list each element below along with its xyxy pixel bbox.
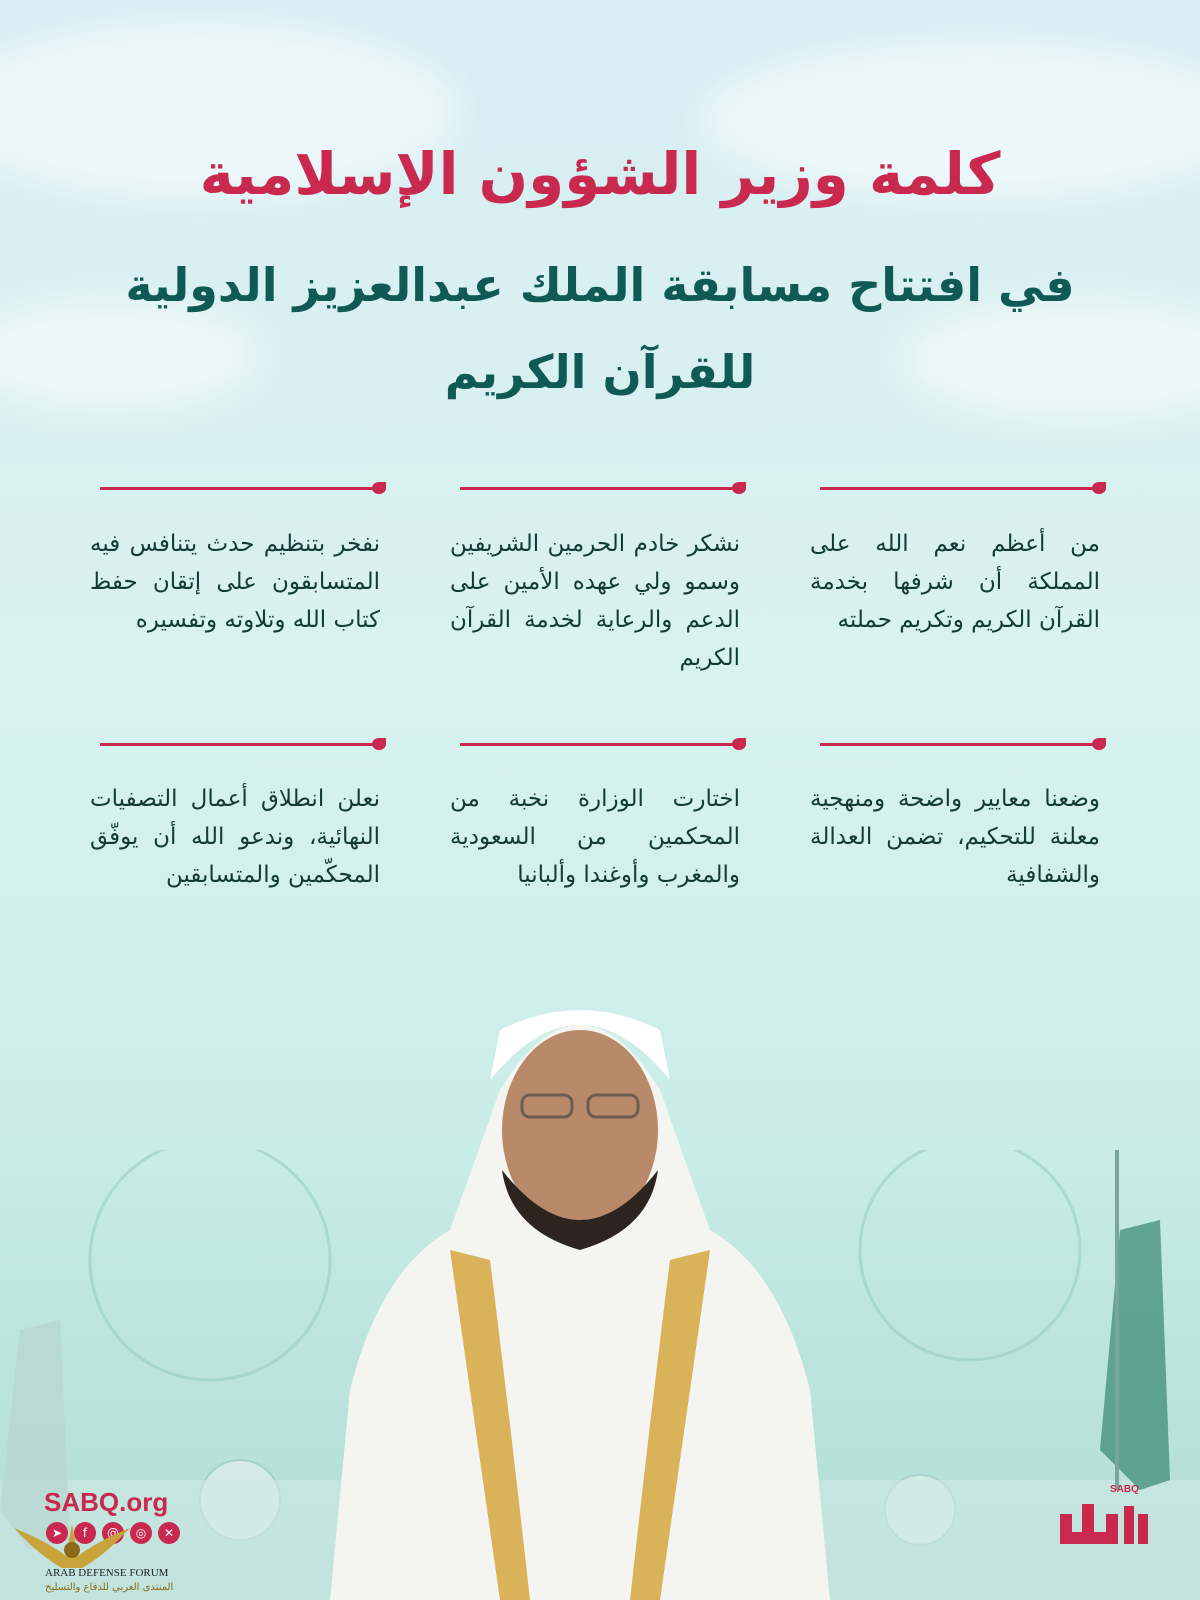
threads-icon[interactable]: @ (102, 1522, 124, 1544)
minister-portrait (300, 970, 860, 1600)
point-divider (460, 743, 740, 746)
point-text: نعلن انطلاق أعمال التصفيات النهائية، وندعو الله أن يوفّق المحكّمين والمتسابقين (90, 786, 380, 888)
facebook-icon[interactable]: f (74, 1522, 96, 1544)
x-icon[interactable]: ✕ (158, 1522, 180, 1544)
point-divider (100, 487, 380, 490)
page-title: كلمة وزير الشؤون الإسلامية (199, 140, 1001, 208)
page-subtitle-continued: للقرآن الكريم (444, 345, 756, 399)
sabq-logo (1050, 1484, 1160, 1550)
website-link[interactable]: SABQ.org (44, 1487, 169, 1517)
point-text: نشكر خادم الحرمين الشريفين وسمو ولي عهده الأمين على الدعم والرعاية لخدمة القرآن الكريم (450, 531, 740, 671)
point-text: نفخر بتنظيم حدث يتنافس فيه المتسابقون على إتقان حفظ كتاب الله وتلاوته وتفسيره (90, 531, 380, 633)
forum-name-arabic: المنتدى العربي للدفاع والتسليح (45, 1582, 174, 1593)
sabq-logo-tag: SABQ (1110, 1484, 1139, 1495)
instagram-icon[interactable]: ◎ (130, 1522, 152, 1544)
point-divider (820, 743, 1100, 746)
point-divider (100, 743, 380, 746)
page-subtitle: في افتتاح مسابقة الملك عبدالعزيز الدولية (125, 258, 1075, 312)
point-text: اختارت الوزارة نخبة من المحكمين من السعودية والمغرب وأوغندا وألبانيا (450, 786, 740, 888)
point-divider (820, 487, 1100, 490)
point-divider (460, 487, 740, 490)
forum-name: ARAB DEFENSE FORUM (45, 1567, 169, 1579)
point-text: وضعنا معايير واضحة ومنهجية معلنة للتحكيم، تضمن العدالة والشفافية (810, 786, 1100, 888)
point-text: من أعظم نعم الله على المملكة أن شرفها بخدمة القرآن الكريم وتكريم حملته (810, 531, 1100, 633)
telegram-icon[interactable]: ➤ (46, 1522, 68, 1544)
